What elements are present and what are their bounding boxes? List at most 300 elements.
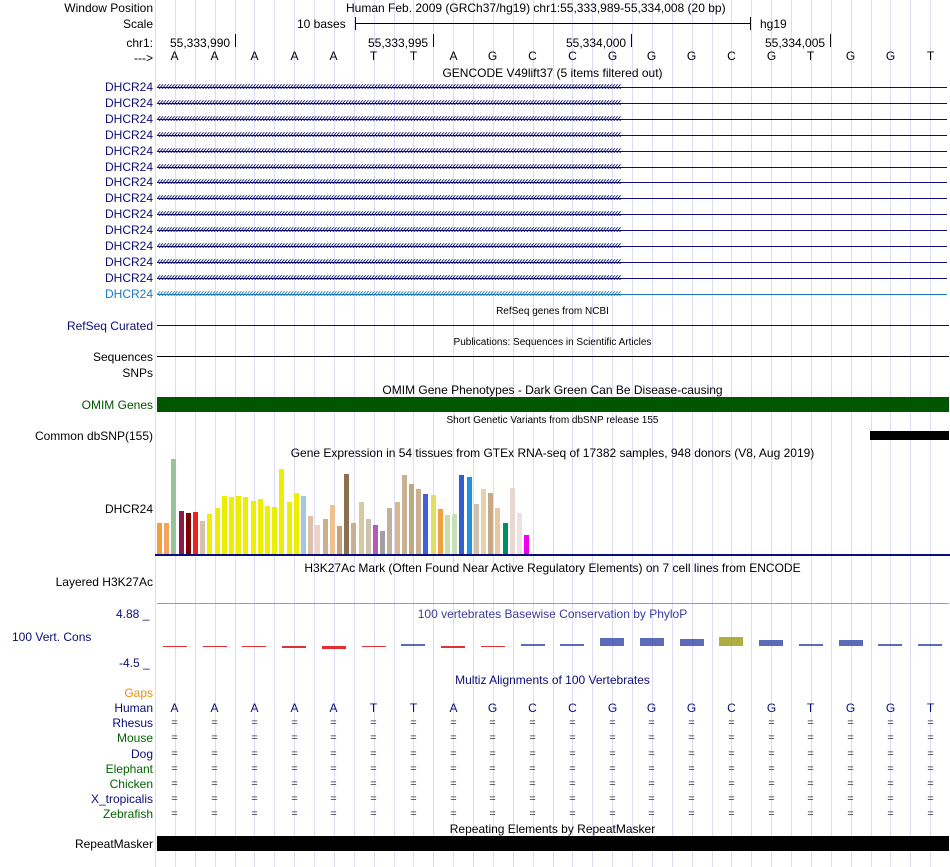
coord-tick-2	[433, 34, 434, 47]
multiz-match: =	[648, 808, 655, 821]
multiz-match: =	[768, 747, 775, 760]
conservation-label[interactable]: 100 Vert. Cons	[12, 630, 92, 644]
multiz-species-label[interactable]: Chicken	[109, 777, 153, 791]
multiz-base: G	[686, 701, 697, 715]
gtex-tissue-bar[interactable]	[467, 477, 472, 554]
multiz-base: A	[329, 701, 338, 715]
multiz-base: A	[449, 701, 458, 715]
gtex-tissue-bar[interactable]	[179, 511, 184, 554]
transcript-strand-arrows: ‹‹‹‹‹‹‹‹‹‹‹‹‹‹‹‹‹‹‹‹‹‹‹‹‹‹‹‹‹‹‹‹‹‹‹‹‹‹‹‹‹‹‹‹‹‹‹‹‹‹‹‹‹‹‹‹‹‹‹‹‹‹‹‹‹‹‹‹‹‹‹‹‹‹‹‹‹‹‹‹‹‹‹‹‹‹‹‹‹‹‹‹‹‹‹‹‹‹‹‹‹‹‹‹‹‹‹‹‹‹‹‹‹‹‹‹‹‹‹‹‹‹‹‹‹‹‹‹‹‹‹‹‹‹‹‹‹‹‹‹‹‹‹‹‹‹‹‹‹‹‹‹‹‹‹‹‹‹‹‹	[157, 223, 621, 237]
multiz-match: =	[410, 808, 417, 821]
gencode-gene-label[interactable]: DHCR24	[104, 254, 153, 269]
multiz-match: =	[529, 747, 536, 760]
multiz-match: =	[927, 793, 934, 806]
gtex-tissue-bar[interactable]	[323, 519, 328, 554]
transcript-strand-arrows: ‹‹‹‹‹‹‹‹‹‹‹‹‹‹‹‹‹‹‹‹‹‹‹‹‹‹‹‹‹‹‹‹‹‹‹‹‹‹‹‹‹‹‹‹‹‹‹‹‹‹‹‹‹‹‹‹‹‹‹‹‹‹‹‹‹‹‹‹‹‹‹‹‹‹‹‹‹‹‹‹‹‹‹‹‹‹‹‹‹‹‹‹‹‹‹‹‹‹‹‹‹‹‹‹‹‹‹‹‹‹‹‹‹‹‹‹‹‹‹‹‹‹‹‹‹‹‹‹‹‹‹‹‹‹‹‹‹‹‹‹‹‹‹‹‹‹‹‹‹‹‹‹‹‹‹‹‹‹‹‹	[157, 191, 621, 205]
publications-title[interactable]: Publications: Sequences in Scientific Articles	[453, 337, 652, 348]
gencode-transcript[interactable]	[157, 128, 947, 142]
repeatmasker-label[interactable]: RepeatMasker	[74, 837, 153, 851]
gencode-title[interactable]: GENCODE V49lift37 (5 items filtered out)	[442, 66, 663, 80]
multiz-match: =	[648, 793, 655, 806]
snps-label[interactable]: SNPs	[122, 366, 153, 380]
coord-tick-4	[830, 34, 831, 47]
multiz-match: =	[410, 732, 417, 745]
gtex-title[interactable]: Gene Expression in 54 tissues from GTEx RNA-seq of 17382 samples, 948 donors (V8, Aug 2019)	[290, 446, 815, 460]
gtex-tissue-bar[interactable]	[294, 493, 299, 554]
gtex-tissue-bar[interactable]	[236, 496, 241, 554]
multiz-match: =	[370, 793, 377, 806]
refseq-title[interactable]: RefSeq genes from NCBI	[496, 306, 609, 317]
multiz-match: =	[847, 747, 854, 760]
base-letter: T	[926, 49, 935, 63]
scale-bar-right-end	[750, 17, 751, 30]
gtex-tissue-bar[interactable]	[402, 475, 407, 554]
multiz-match: =	[768, 762, 775, 775]
gencode-gene-label[interactable]: DHCR24	[104, 191, 153, 206]
multiz-match: =	[768, 793, 775, 806]
multiz-match: =	[370, 778, 377, 790]
gencode-transcript[interactable]	[157, 144, 947, 158]
gaps-label[interactable]: Gaps	[124, 686, 153, 700]
multiz-match: =	[807, 778, 814, 790]
multiz-match: =	[450, 762, 457, 775]
multiz-match: =	[569, 762, 576, 775]
multiz-match: =	[847, 808, 854, 821]
conservation-mark[interactable]	[163, 646, 187, 647]
multiz-match: =	[330, 717, 337, 730]
multiz-match: =	[529, 717, 536, 730]
multiz-match: =	[251, 793, 258, 806]
gtex-tissue-bar[interactable]	[510, 488, 515, 554]
gencode-transcript[interactable]	[157, 223, 947, 237]
conservation-mark[interactable]	[799, 644, 823, 646]
repeatmasker-title[interactable]: Repeating Elements by RepeatMasker	[449, 822, 656, 836]
multiz-base: C	[528, 701, 537, 715]
multiz-match: =	[609, 778, 616, 790]
multiz-base: A	[170, 701, 179, 715]
gtex-tissue-bar[interactable]	[395, 502, 400, 554]
gtex-tissue-bar[interactable]	[438, 509, 443, 554]
conservation-mark[interactable]	[719, 637, 743, 646]
publications-line	[157, 356, 949, 357]
multiz-base: A	[250, 701, 259, 715]
transcript-strand-arrows: ‹‹‹‹‹‹‹‹‹‹‹‹‹‹‹‹‹‹‹‹‹‹‹‹‹‹‹‹‹‹‹‹‹‹‹‹‹‹‹‹‹‹‹‹‹‹‹‹‹‹‹‹‹‹‹‹‹‹‹‹‹‹‹‹‹‹‹‹‹‹‹‹‹‹‹‹‹‹‹‹‹‹‹‹‹‹‹‹‹‹‹‹‹‹‹‹‹‹‹‹‹‹‹‹‹‹‹‹‹‹‹‹‹‹‹‹‹‹‹‹‹‹‹‹‹‹‹‹‹‹‹‹‹‹‹‹‹‹‹‹‹‹‹‹‹‹‹‹‹‹‹‹‹‹‹‹‹‹‹‹	[157, 127, 621, 141]
multiz-match: =	[728, 732, 735, 745]
gencode-transcript[interactable]	[157, 160, 947, 174]
gencode-gene-label[interactable]: DHCR24	[104, 127, 153, 142]
gtex-tissue-bar[interactable]	[308, 516, 313, 554]
gencode-gene-label[interactable]: DHCR24	[104, 239, 153, 253]
window-position-text[interactable]: Human Feb. 2009 (GRCh37/hg19) chr1:55,333,989-55,334,008 (20 bp)	[346, 1, 726, 15]
gtex-tissue-bar[interactable]	[409, 484, 414, 554]
gtex-tissue-bar[interactable]	[344, 474, 349, 554]
multiz-match: =	[251, 717, 258, 730]
coord-4: 55,334,005	[765, 36, 826, 50]
conservation-mark[interactable]	[481, 646, 505, 647]
gtex-tissue-bar[interactable]	[452, 514, 457, 554]
gtex-tissue-bar[interactable]	[164, 523, 169, 554]
gtex-tissue-bar[interactable]	[315, 525, 320, 554]
multiz-match: =	[171, 762, 178, 775]
base-letter: C	[727, 49, 736, 63]
transcript-strand-arrows: ‹‹‹‹‹‹‹‹‹‹‹‹‹‹‹‹‹‹‹‹‹‹‹‹‹‹‹‹‹‹‹‹‹‹‹‹‹‹‹‹‹‹‹‹‹‹‹‹‹‹‹‹‹‹‹‹‹‹‹‹‹‹‹‹‹‹‹‹‹‹‹‹‹‹‹‹‹‹‹‹‹‹‹‹‹‹‹‹‹‹‹‹‹‹‹‹‹‹‹‹‹‹‹‹‹‹‹‹‹‹‹‹‹‹‹‹‹‹‹‹‹‹‹‹‹‹‹‹‹‹‹‹‹‹‹‹‹‹‹‹‹‹‹‹‹‹‹‹‹‹‹‹‹‹‹‹‹‹‹‹	[157, 254, 621, 268]
gtex-tissue-bar[interactable]	[517, 513, 522, 554]
multiz-species-label[interactable]: Zebrafish	[102, 807, 153, 822]
base-letter: A	[449, 49, 458, 63]
gtex-tissue-bar[interactable]	[186, 513, 191, 554]
conservation-mark[interactable]	[878, 644, 902, 646]
conservation-mark[interactable]	[600, 638, 624, 646]
multiz-match: =	[211, 793, 218, 806]
gencode-gene-label[interactable]: DHCR24	[104, 95, 153, 110]
gtex-tissue-bar[interactable]	[330, 505, 335, 554]
conservation-mark[interactable]	[680, 639, 704, 646]
multiz-match: =	[450, 808, 457, 821]
multiz-match: =	[887, 793, 894, 806]
omim-label[interactable]: OMIM Genes	[81, 398, 153, 412]
multiz-match: =	[211, 762, 218, 775]
multiz-base: G	[845, 701, 856, 715]
multiz-match: =	[489, 717, 496, 730]
gencode-transcript[interactable]	[157, 207, 947, 221]
chrom-label: chr1:	[126, 36, 153, 50]
gtex-baseline	[155, 554, 950, 556]
base-letter: G	[686, 49, 697, 63]
gtex-tissue-bar[interactable]	[265, 506, 270, 554]
transcript-strand-arrows: ‹‹‹‹‹‹‹‹‹‹‹‹‹‹‹‹‹‹‹‹‹‹‹‹‹‹‹‹‹‹‹‹‹‹‹‹‹‹‹‹‹‹‹‹‹‹‹‹‹‹‹‹‹‹‹‹‹‹‹‹‹‹‹‹‹‹‹‹‹‹‹‹‹‹‹‹‹‹‹‹‹‹‹‹‹‹‹‹‹‹‹‹‹‹‹‹‹‹‹‹‹‹‹‹‹‹‹‹‹‹‹‹‹‹‹‹‹‹‹‹‹‹‹‹‹‹‹‹‹‹‹‹‹‹‹‹‹‹‹‹‹‹‹‹‹‹‹‹‹‹‹‹‹‹‹‹‹‹‹‹	[157, 80, 621, 93]
multiz-base: G	[646, 701, 657, 715]
base-letter: G	[766, 49, 777, 63]
multiz-match: =	[887, 778, 894, 790]
multiz-match: =	[927, 808, 934, 821]
refseq-label[interactable]: RefSeq Curated	[66, 319, 153, 333]
gencode-gene-label[interactable]: DHCR24	[104, 143, 153, 158]
gtex-tissue-bar[interactable]	[431, 495, 436, 554]
multiz-match: =	[370, 717, 377, 730]
multiz-species-label[interactable]: Mouse	[116, 731, 153, 746]
dbsnp-variant[interactable]	[870, 431, 949, 440]
gtex-tissue-bar[interactable]	[279, 469, 284, 554]
gtex-tissue-bar[interactable]	[251, 501, 256, 554]
gencode-gene-label[interactable]: DHCR24	[104, 159, 153, 174]
multiz-match: =	[609, 793, 616, 806]
multiz-match: =	[450, 778, 457, 790]
multiz-match: =	[370, 808, 377, 821]
multiz-match: =	[211, 732, 218, 745]
multiz-match: =	[291, 808, 298, 821]
multiz-base: A	[210, 701, 219, 715]
transcript-strand-arrows: ‹‹‹‹‹‹‹‹‹‹‹‹‹‹‹‹‹‹‹‹‹‹‹‹‹‹‹‹‹‹‹‹‹‹‹‹‹‹‹‹‹‹‹‹‹‹‹‹‹‹‹‹‹‹‹‹‹‹‹‹‹‹‹‹‹‹‹‹‹‹‹‹‹‹‹‹‹‹‹‹‹‹‹‹‹‹‹‹‹‹‹‹‹‹‹‹‹‹‹‹‹‹‹‹‹‹‹‹‹‹‹‹‹‹‹‹‹‹‹‹‹‹‹‹‹‹‹‹‹‹‹‹‹‹‹‹‹‹‹‹‹‹‹‹‹‹‹‹‹‹‹‹‹‹‹‹‹‹‹‹	[157, 286, 621, 300]
multiz-match: =	[807, 808, 814, 821]
base-letter: A	[329, 49, 338, 63]
base-letter: G	[885, 49, 896, 63]
multiz-match: =	[529, 732, 536, 745]
transcript-strand-arrows: ‹‹‹‹‹‹‹‹‹‹‹‹‹‹‹‹‹‹‹‹‹‹‹‹‹‹‹‹‹‹‹‹‹‹‹‹‹‹‹‹‹‹‹‹‹‹‹‹‹‹‹‹‹‹‹‹‹‹‹‹‹‹‹‹‹‹‹‹‹‹‹‹‹‹‹‹‹‹‹‹‹‹‹‹‹‹‹‹‹‹‹‹‹‹‹‹‹‹‹‹‹‹‹‹‹‹‹‹‹‹‹‹‹‹‹‹‹‹‹‹‹‹‹‹‹‹‹‹‹‹‹‹‹‹‹‹‹‹‹‹‹‹‹‹‹‹‹‹‹‹‹‹‹‹‹‹‹‹‹‹	[157, 270, 621, 284]
base-letter: G	[487, 49, 498, 63]
multiz-match: =	[489, 793, 496, 806]
gtex-tissue-bar[interactable]	[287, 502, 292, 554]
gtex-tissue-bar[interactable]	[524, 535, 529, 554]
gencode-gene-label[interactable]: DHCR24	[104, 111, 153, 126]
publications-label[interactable]: Sequences	[92, 350, 153, 364]
strand-label: --->	[134, 51, 153, 65]
multiz-match: =	[489, 778, 496, 790]
gtex-tissue-bar[interactable]	[387, 508, 392, 554]
gtex-label[interactable]: DHCR24	[104, 502, 153, 516]
multiz-match: =	[807, 762, 814, 775]
multiz-match: =	[171, 747, 178, 760]
gtex-tissue-bar[interactable]	[423, 494, 428, 554]
multiz-match: =	[569, 717, 576, 730]
multiz-base: C	[568, 701, 577, 715]
multiz-title[interactable]: Multiz Alignments of 100 Vertebrates	[455, 673, 650, 687]
coord-1: 55,333,990	[170, 36, 231, 50]
multiz-match: =	[609, 762, 616, 775]
multiz-match: =	[847, 762, 854, 775]
scale-label: Scale	[122, 17, 153, 31]
multiz-match: =	[728, 762, 735, 775]
multiz-match: =	[489, 762, 496, 775]
scale-db: hg19	[760, 17, 787, 31]
gtex-tissue-bar[interactable]	[207, 514, 212, 554]
multiz-match: =	[450, 732, 457, 745]
base-letter: A	[210, 49, 219, 63]
transcript-strand-arrows: ‹‹‹‹‹‹‹‹‹‹‹‹‹‹‹‹‹‹‹‹‹‹‹‹‹‹‹‹‹‹‹‹‹‹‹‹‹‹‹‹‹‹‹‹‹‹‹‹‹‹‹‹‹‹‹‹‹‹‹‹‹‹‹‹‹‹‹‹‹‹‹‹‹‹‹‹‹‹‹‹‹‹‹‹‹‹‹‹‹‹‹‹‹‹‹‹‹‹‹‹‹‹‹‹‹‹‹‹‹‹‹‹‹‹‹‹‹‹‹‹‹‹‹‹‹‹‹‹‹‹‹‹‹‹‹‹‹‹‹‹‹‹‹‹‹‹‹‹‹‹‹‹‹‹‹‹‹‹‹‹	[157, 207, 621, 221]
gtex-tissue-bar[interactable]	[301, 496, 306, 554]
multiz-match: =	[529, 808, 536, 821]
multiz-match: =	[927, 732, 934, 745]
gtex-tissue-bar[interactable]	[503, 523, 508, 554]
omim-bar[interactable]	[157, 397, 949, 412]
gencode-transcript[interactable]	[157, 255, 947, 269]
gtex-tissue-bar[interactable]	[474, 504, 479, 554]
conservation-mark[interactable]	[441, 646, 465, 648]
gencode-transcript[interactable]	[157, 191, 947, 205]
gencode-gene-label[interactable]: DHCR24	[104, 223, 153, 238]
multiz-match: =	[251, 808, 258, 821]
multiz-match: =	[330, 762, 337, 775]
gtex-tissue-bar[interactable]	[200, 521, 205, 554]
multiz-match: =	[927, 762, 934, 775]
multiz-species-label[interactable]: Human	[114, 701, 153, 715]
h3k27ac-title[interactable]: H3K27Ac Mark (Often Found Near Active Regulatory Elements) on 7 cell lines from ENCODE	[304, 561, 801, 575]
multiz-match: =	[887, 762, 894, 775]
base-letter: T	[409, 49, 418, 63]
multiz-match: =	[847, 778, 854, 790]
conservation-mark[interactable]	[640, 638, 664, 646]
conservation-mark[interactable]	[759, 640, 783, 646]
multiz-base: C	[727, 701, 736, 715]
multiz-species-label[interactable]: X_tropicalis	[90, 792, 153, 807]
multiz-match: =	[609, 747, 616, 760]
gencode-transcript[interactable]	[157, 175, 947, 189]
multiz-match: =	[688, 732, 695, 745]
multiz-match: =	[330, 778, 337, 790]
conservation-mark[interactable]	[322, 646, 346, 649]
multiz-match: =	[688, 778, 695, 790]
base-letter: C	[528, 49, 537, 63]
gencode-transcript[interactable]	[157, 112, 947, 126]
scale-bar	[355, 23, 751, 24]
multiz-species-label[interactable]: Elephant	[105, 761, 153, 776]
multiz-match: =	[728, 793, 735, 806]
gtex-tissue-bar[interactable]	[366, 519, 371, 554]
multiz-match: =	[728, 808, 735, 821]
multiz-match: =	[807, 747, 814, 760]
gencode-gene-label[interactable]: DHCR24	[104, 270, 153, 285]
coord-tick-3	[631, 34, 632, 47]
dbsnp-label[interactable]: Common dbSNP(155)	[34, 429, 153, 443]
gtex-tissue-bar[interactable]	[215, 508, 220, 554]
multiz-match: =	[370, 732, 377, 745]
multiz-base: G	[487, 701, 498, 715]
multiz-match: =	[450, 717, 457, 730]
conservation-mark[interactable]	[918, 644, 942, 646]
h3k27ac-label[interactable]: Layered H3K27Ac	[55, 575, 153, 589]
gencode-transcript[interactable]	[157, 271, 947, 285]
gencode-transcript[interactable]	[157, 80, 947, 94]
coord-tick-1	[235, 34, 236, 47]
gtex-tissue-bar[interactable]	[243, 497, 248, 554]
gtex-tissue-bar[interactable]	[171, 459, 176, 554]
coord-2: 55,333,995	[368, 36, 429, 50]
multiz-match: =	[728, 747, 735, 760]
multiz-match: =	[171, 732, 178, 745]
multiz-match: =	[847, 732, 854, 745]
base-letter: T	[369, 49, 378, 63]
multiz-match: =	[728, 778, 735, 790]
multiz-species-label[interactable]: Rhesus	[112, 716, 153, 731]
conservation-min: -4.5 _	[119, 656, 150, 670]
conservation-title[interactable]: 100 vertebrates Basewise Conservation by PhyloP	[417, 607, 688, 621]
gtex-tissue-bar[interactable]	[272, 507, 277, 554]
multiz-match: =	[529, 778, 536, 790]
gencode-transcript[interactable]	[157, 287, 947, 301]
conservation-mark[interactable]	[401, 644, 425, 646]
multiz-match: =	[768, 732, 775, 745]
base-letter: G	[845, 49, 856, 63]
conservation-mark[interactable]	[839, 640, 863, 646]
base-letter: G	[607, 49, 618, 63]
gencode-gene-label[interactable]: DHCR24	[104, 207, 153, 222]
multiz-species-label[interactable]: Dog	[130, 746, 153, 761]
multiz-match: =	[330, 747, 337, 760]
multiz-match: =	[489, 747, 496, 760]
base-letter: G	[646, 49, 657, 63]
multiz-match: =	[569, 793, 576, 806]
conservation-mark[interactable]	[282, 646, 306, 648]
multiz-match: =	[529, 793, 536, 806]
multiz-match: =	[251, 747, 258, 760]
gtex-tissue-bar[interactable]	[229, 497, 234, 554]
multiz-match: =	[728, 717, 735, 730]
multiz-base: A	[290, 701, 299, 715]
multiz-match: =	[887, 717, 894, 730]
gtex-tissue-bar[interactable]	[488, 493, 493, 554]
gencode-transcript[interactable]	[157, 96, 947, 110]
multiz-match: =	[847, 793, 854, 806]
multiz-match: =	[609, 717, 616, 730]
multiz-match: =	[927, 778, 934, 790]
scale-text: 10 bases	[297, 17, 346, 31]
gtex-tissue-bar[interactable]	[337, 526, 342, 554]
gtex-tissue-bar[interactable]	[380, 531, 385, 554]
multiz-match: =	[887, 732, 894, 745]
refseq-line	[157, 325, 949, 326]
dbsnp-title[interactable]: Short Genetic Variants from dbSNP release 155	[446, 415, 659, 426]
multiz-match: =	[330, 732, 337, 745]
multiz-match: =	[688, 808, 695, 821]
gtex-tissue-bar[interactable]	[157, 523, 162, 554]
gtex-tissue-bar[interactable]	[416, 489, 421, 554]
multiz-match: =	[370, 747, 377, 760]
gtex-tissue-bar[interactable]	[193, 512, 198, 554]
gtex-tissue-bar[interactable]	[481, 489, 486, 554]
conservation-mark[interactable]	[242, 646, 266, 647]
gtex-tissue-bar[interactable]	[373, 525, 378, 554]
transcript-strand-arrows: ‹‹‹‹‹‹‹‹‹‹‹‹‹‹‹‹‹‹‹‹‹‹‹‹‹‹‹‹‹‹‹‹‹‹‹‹‹‹‹‹‹‹‹‹‹‹‹‹‹‹‹‹‹‹‹‹‹‹‹‹‹‹‹‹‹‹‹‹‹‹‹‹‹‹‹‹‹‹‹‹‹‹‹‹‹‹‹‹‹‹‹‹‹‹‹‹‹‹‹‹‹‹‹‹‹‹‹‹‹‹‹‹‹‹‹‹‹‹‹‹‹‹‹‹‹‹‹‹‹‹‹‹‹‹‹‹‹‹‹‹‹‹‹‹‹‹‹‹‹‹‹‹‹‹‹‹‹‹‹‹	[157, 111, 621, 125]
conservation-mark[interactable]	[362, 646, 386, 647]
multiz-match: =	[887, 808, 894, 821]
gtex-tissue-bar[interactable]	[495, 508, 500, 554]
gencode-gene-label[interactable]: DHCR24	[104, 175, 153, 190]
multiz-match: =	[171, 808, 178, 821]
multiz-match: =	[211, 747, 218, 760]
gtex-tissue-bar[interactable]	[258, 499, 263, 554]
scale-bar-left-end	[355, 17, 356, 30]
multiz-base: G	[766, 701, 777, 715]
gtex-tissue-bar[interactable]	[222, 496, 227, 554]
multiz-match: =	[688, 793, 695, 806]
gencode-gene-label[interactable]: DHCR24	[104, 80, 153, 94]
gtex-tissue-bar[interactable]	[459, 475, 464, 554]
multiz-match: =	[489, 732, 496, 745]
multiz-match: =	[768, 808, 775, 821]
multiz-match: =	[291, 762, 298, 775]
multiz-match: =	[648, 747, 655, 760]
repeatmasker-bar[interactable]	[157, 836, 949, 851]
multiz-match: =	[211, 808, 218, 821]
multiz-match: =	[330, 808, 337, 821]
conservation-mark[interactable]	[203, 646, 227, 647]
gtex-tissue-bar[interactable]	[359, 502, 364, 554]
transcript-strand-arrows: ‹‹‹‹‹‹‹‹‹‹‹‹‹‹‹‹‹‹‹‹‹‹‹‹‹‹‹‹‹‹‹‹‹‹‹‹‹‹‹‹‹‹‹‹‹‹‹‹‹‹‹‹‹‹‹‹‹‹‹‹‹‹‹‹‹‹‹‹‹‹‹‹‹‹‹‹‹‹‹‹‹‹‹‹‹‹‹‹‹‹‹‹‹‹‹‹‹‹‹‹‹‹‹‹‹‹‹‹‹‹‹‹‹‹‹‹‹‹‹‹‹‹‹‹‹‹‹‹‹‹‹‹‹‹‹‹‹‹‹‹‹‹‹‹‹‹‹‹‹‹‹‹‹‹‹‹‹‹‹‹	[157, 95, 621, 109]
multiz-match: =	[807, 717, 814, 730]
base-letter: T	[806, 49, 815, 63]
transcript-strand-arrows: ‹‹‹‹‹‹‹‹‹‹‹‹‹‹‹‹‹‹‹‹‹‹‹‹‹‹‹‹‹‹‹‹‹‹‹‹‹‹‹‹‹‹‹‹‹‹‹‹‹‹‹‹‹‹‹‹‹‹‹‹‹‹‹‹‹‹‹‹‹‹‹‹‹‹‹‹‹‹‹‹‹‹‹‹‹‹‹‹‹‹‹‹‹‹‹‹‹‹‹‹‹‹‹‹‹‹‹‹‹‹‹‹‹‹‹‹‹‹‹‹‹‹‹‹‹‹‹‹‹‹‹‹‹‹‹‹‹‹‹‹‹‹‹‹‹‹‹‹‹‹‹‹‹‹‹‹‹‹‹‹	[157, 143, 621, 157]
gencode-gene-label[interactable]: DHCR24	[104, 286, 153, 301]
gtex-tissue-bar[interactable]	[445, 515, 450, 554]
gtex-tissue-bar[interactable]	[351, 523, 356, 554]
multiz-match: =	[291, 732, 298, 745]
omim-title[interactable]: OMIM Gene Phenotypes - Dark Green Can Be Disease-causing	[382, 383, 723, 397]
conservation-mark[interactable]	[521, 644, 545, 646]
transcript-strand-arrows: ‹‹‹‹‹‹‹‹‹‹‹‹‹‹‹‹‹‹‹‹‹‹‹‹‹‹‹‹‹‹‹‹‹‹‹‹‹‹‹‹‹‹‹‹‹‹‹‹‹‹‹‹‹‹‹‹‹‹‹‹‹‹‹‹‹‹‹‹‹‹‹‹‹‹‹‹‹‹‹‹‹‹‹‹‹‹‹‹‹‹‹‹‹‹‹‹‹‹‹‹‹‹‹‹‹‹‹‹‹‹‹‹‹‹‹‹‹‹‹‹‹‹‹‹‹‹‹‹‹‹‹‹‹‹‹‹‹‹‹‹‹‹‹‹‹‹‹‹‹‹‹‹‹‹‹‹‹‹‹‹	[157, 239, 621, 252]
multiz-match: =	[688, 717, 695, 730]
transcript-strand-arrows: ‹‹‹‹‹‹‹‹‹‹‹‹‹‹‹‹‹‹‹‹‹‹‹‹‹‹‹‹‹‹‹‹‹‹‹‹‹‹‹‹‹‹‹‹‹‹‹‹‹‹‹‹‹‹‹‹‹‹‹‹‹‹‹‹‹‹‹‹‹‹‹‹‹‹‹‹‹‹‹‹‹‹‹‹‹‹‹‹‹‹‹‹‹‹‹‹‹‹‹‹‹‹‹‹‹‹‹‹‹‹‹‹‹‹‹‹‹‹‹‹‹‹‹‹‹‹‹‹‹‹‹‹‹‹‹‹‹‹‹‹‹‹‹‹‹‹‹‹‹‹‹‹‹‹‹‹‹‹‹‹	[157, 175, 621, 189]
multiz-base: T	[409, 701, 418, 715]
multiz-match: =	[569, 778, 576, 790]
multiz-base: G	[607, 701, 618, 715]
conservation-mark[interactable]	[560, 644, 584, 646]
transcript-strand-arrows: ‹‹‹‹‹‹‹‹‹‹‹‹‹‹‹‹‹‹‹‹‹‹‹‹‹‹‹‹‹‹‹‹‹‹‹‹‹‹‹‹‹‹‹‹‹‹‹‹‹‹‹‹‹‹‹‹‹‹‹‹‹‹‹‹‹‹‹‹‹‹‹‹‹‹‹‹‹‹‹‹‹‹‹‹‹‹‹‹‹‹‹‹‹‹‹‹‹‹‹‹‹‹‹‹‹‹‹‹‹‹‹‹‹‹‹‹‹‹‹‹‹‹‹‹‹‹‹‹‹‹‹‹‹‹‹‹‹‹‹‹‹‹‹‹‹‹‹‹‹‹‹‹‹‹‹‹‹‹‹‹	[157, 159, 621, 173]
multiz-match: =	[171, 778, 178, 790]
multiz-match: =	[251, 762, 258, 775]
base-letter: A	[250, 49, 259, 63]
gencode-transcript[interactable]	[157, 239, 947, 253]
multiz-match: =	[291, 717, 298, 730]
multiz-match: =	[211, 717, 218, 730]
